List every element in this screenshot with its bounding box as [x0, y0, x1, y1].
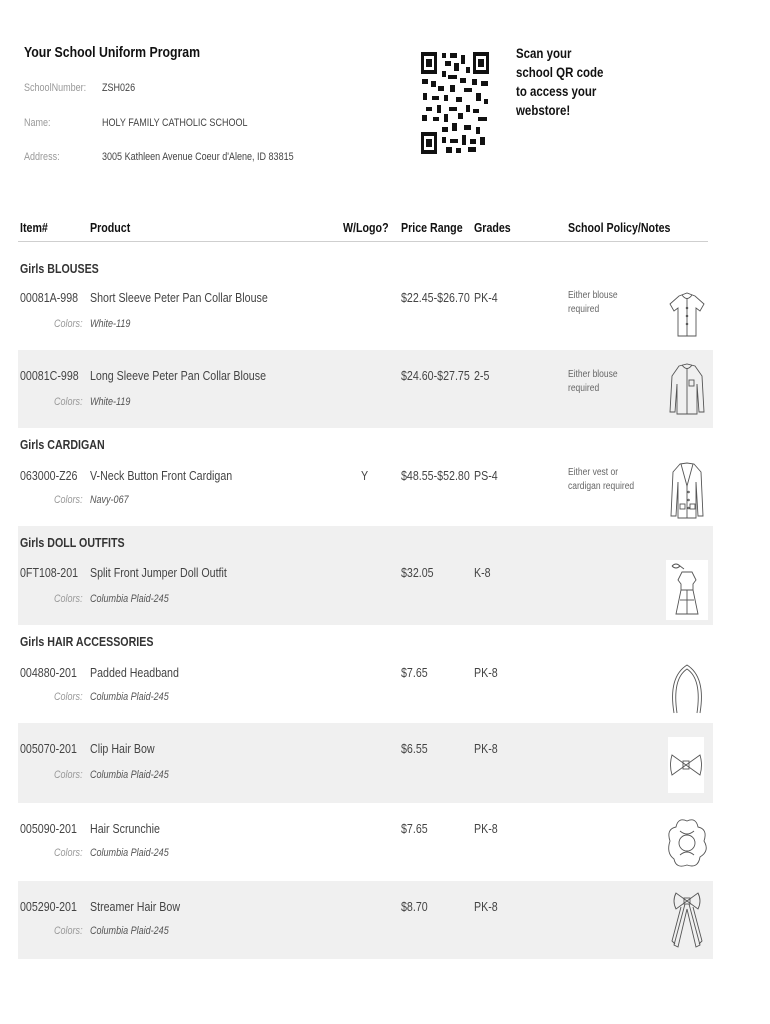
product-name: Clip Hair Bow [90, 741, 155, 756]
table-row[interactable] [18, 350, 713, 428]
long-sleeve-blouse-icon[interactable] [666, 362, 708, 422]
school-name-value: HOLY FAMILY CATHOLIC SCHOOL [102, 117, 248, 129]
qr-instructions: Scan your school QR code to access your webstore! [516, 45, 604, 118]
category-heading: Girls HAIR ACCESSORIES [20, 634, 154, 649]
table-row[interactable] [18, 651, 713, 723]
short-sleeve-blouse-icon[interactable] [666, 284, 708, 344]
table-row[interactable] [18, 278, 713, 350]
category-heading: Girls CARDIGAN [20, 437, 105, 452]
logo-flag: Y [361, 468, 369, 483]
colors-label: Colors: [54, 691, 83, 703]
colors-label: Colors: [54, 494, 83, 506]
school-number-label: SchoolNumber: [24, 82, 87, 94]
item-number: 005290-201 [20, 899, 77, 914]
table-row[interactable] [18, 454, 713, 526]
colors-label: Colors: [54, 318, 83, 330]
colors-value: Columbia Plaid-245 [90, 847, 169, 859]
colors-label: Colors: [54, 847, 83, 859]
headband-icon[interactable] [666, 657, 708, 717]
colors-label: Colors: [54, 769, 83, 781]
grades: 2-5 [474, 368, 490, 383]
address-label: Address: [24, 151, 60, 163]
product-name: Split Front Jumper Doll Outfit [90, 565, 227, 580]
product-name: Streamer Hair Bow [90, 899, 181, 914]
school-number-value: ZSH026 [102, 82, 136, 94]
header-divider [18, 241, 708, 242]
category-heading: Girls BLOUSES [20, 261, 99, 276]
table-row[interactable] [18, 526, 713, 625]
column-header-item: Item# [20, 220, 48, 235]
page-title: Your School Uniform Program [24, 44, 201, 61]
streamer-bow-icon[interactable] [666, 889, 708, 949]
grades: PS-4 [474, 468, 498, 483]
product-name: Long Sleeve Peter Pan Collar Blouse [90, 368, 267, 383]
product-name: V-Neck Button Front Cardigan [90, 468, 233, 483]
colors-value: Columbia Plaid-245 [90, 925, 169, 937]
cardigan-icon[interactable] [666, 460, 708, 520]
grades: PK-4 [474, 290, 498, 305]
qr-code-icon[interactable] [420, 51, 490, 155]
price-range: $22.45-$26.70 [401, 290, 470, 305]
policy-note: Either vest or cardigan required [568, 467, 635, 492]
colors-value: Columbia Plaid-245 [90, 769, 169, 781]
table-row[interactable] [18, 723, 713, 803]
price-range: $8.70 [401, 899, 428, 914]
column-header-grades: Grades [474, 220, 511, 235]
item-number: 0FT108-201 [20, 565, 79, 580]
name-label: Name: [24, 117, 51, 129]
item-number: 005090-201 [20, 821, 77, 836]
item-number: 063000-Z26 [20, 468, 78, 483]
price-range: $48.55-$52.80 [401, 468, 470, 483]
item-number: 00081C-998 [20, 368, 79, 383]
price-range: $32.05 [401, 565, 434, 580]
price-range: $7.65 [401, 665, 428, 680]
price-range: $6.55 [401, 741, 428, 756]
table-row[interactable] [18, 881, 713, 959]
table-row[interactable] [18, 803, 713, 881]
doll-outfit-icon[interactable] [666, 560, 708, 620]
policy-note: Either blouse required [568, 290, 618, 315]
grades: PK-8 [474, 665, 498, 680]
price-range: $24.60-$27.75 [401, 368, 470, 383]
colors-label: Colors: [54, 593, 83, 605]
column-header-notes: School Policy/Notes [568, 220, 671, 235]
scrunchie-icon[interactable] [666, 813, 708, 873]
colors-value: Navy-067 [90, 494, 129, 506]
item-number: 005070-201 [20, 741, 77, 756]
colors-value: Columbia Plaid-245 [90, 691, 169, 703]
product-name: Padded Headband [90, 665, 179, 680]
item-number: 004880-201 [20, 665, 77, 680]
product-name: Hair Scrunchie [90, 821, 160, 836]
colors-value: White-119 [90, 396, 131, 408]
grades: PK-8 [474, 821, 498, 836]
item-number: 00081A-998 [20, 290, 79, 305]
column-header-logo: W/Logo? [343, 220, 389, 235]
column-header-product: Product [90, 220, 131, 235]
price-range: $7.65 [401, 821, 428, 836]
grades: PK-8 [474, 899, 498, 914]
policy-note: Either blouse required [568, 369, 618, 394]
category-heading: Girls DOLL OUTFITS [20, 535, 125, 550]
colors-label: Colors: [54, 925, 83, 937]
hair-bow-icon[interactable] [668, 737, 704, 793]
column-header-price: Price Range [401, 220, 463, 235]
colors-value: Columbia Plaid-245 [90, 593, 169, 605]
grades: K-8 [474, 565, 491, 580]
address-value: 3005 Kathleen Avenue Coeur d'Alene, ID 83815 [102, 151, 294, 163]
product-name: Short Sleeve Peter Pan Collar Blouse [90, 290, 268, 305]
grades: PK-8 [474, 741, 498, 756]
colors-value: White-119 [90, 318, 131, 330]
colors-label: Colors: [54, 396, 83, 408]
